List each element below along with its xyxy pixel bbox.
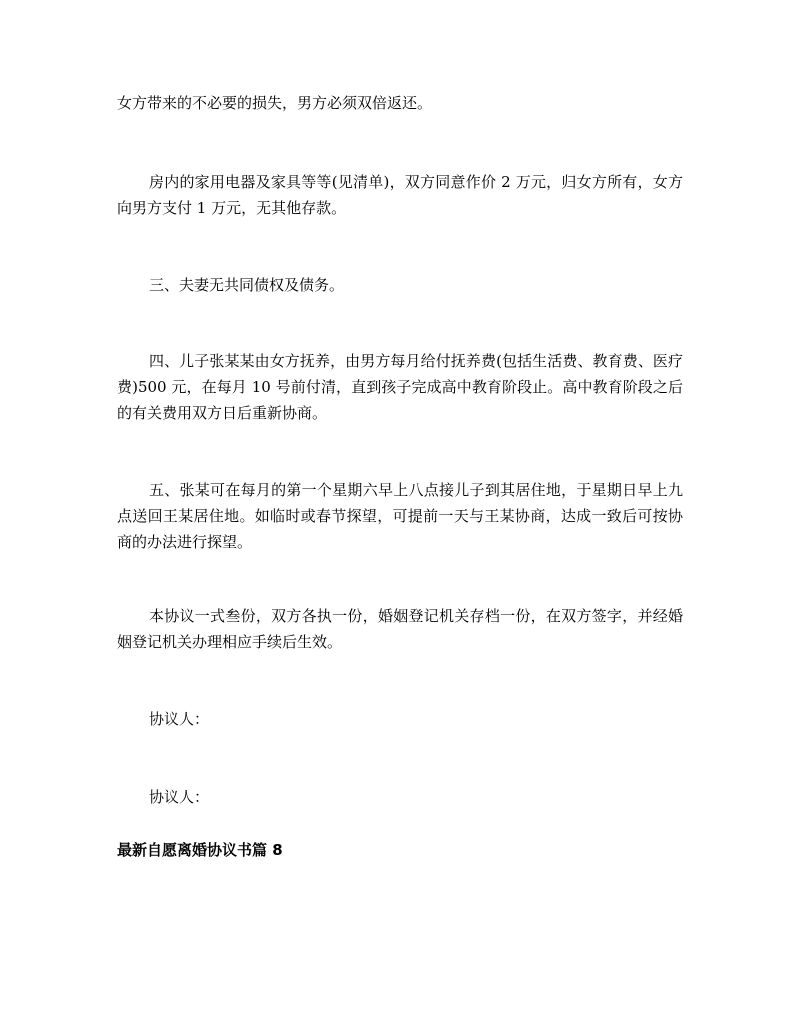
signatory-line-2: 协议人： xyxy=(149,788,210,806)
paragraph-clause-five: 五、张某可在每月的第一个星期六早上八点接儿子到其居住地，于星期日早上九点送回王某居住地。如临时或春节探望，可提前一天与王某协商，达成一致后可按协商的办法进行探望。 xyxy=(117,481,683,551)
paragraph-clause-four: 四、儿子张某某由女方抚养，由男方每月给付抚养费(包括生活费、教育费、医疗费)500 元，在每月 10 号前付清，直到孩子完成高中教育阶段止。高中教育阶段之后的有关费用双方日后重新协商。 xyxy=(117,352,683,422)
section-heading: 最新自愿离婚协议书篇 8 xyxy=(117,841,283,859)
signatory-line-1: 协议人： xyxy=(149,710,210,728)
paragraph-agreement-copies: 本协议一式叁份，双方各执一份，婚姻登记机关存档一份，在双方签字，并经婚姻登记机关办理相应手续后生效。 xyxy=(117,607,683,651)
paragraph-household-appliances: 房内的家用电器及家具等等(见清单)，双方同意作价 2 万元，归女方所有，女方向男方支付 1 万元，无其他存款。 xyxy=(117,173,683,217)
paragraph-loss-compensation: 女方带来的不必要的损失，男方必须双倍返还。 xyxy=(117,94,433,112)
paragraph-clause-three: 三、夫妻无共同债权及债务。 xyxy=(149,276,345,294)
